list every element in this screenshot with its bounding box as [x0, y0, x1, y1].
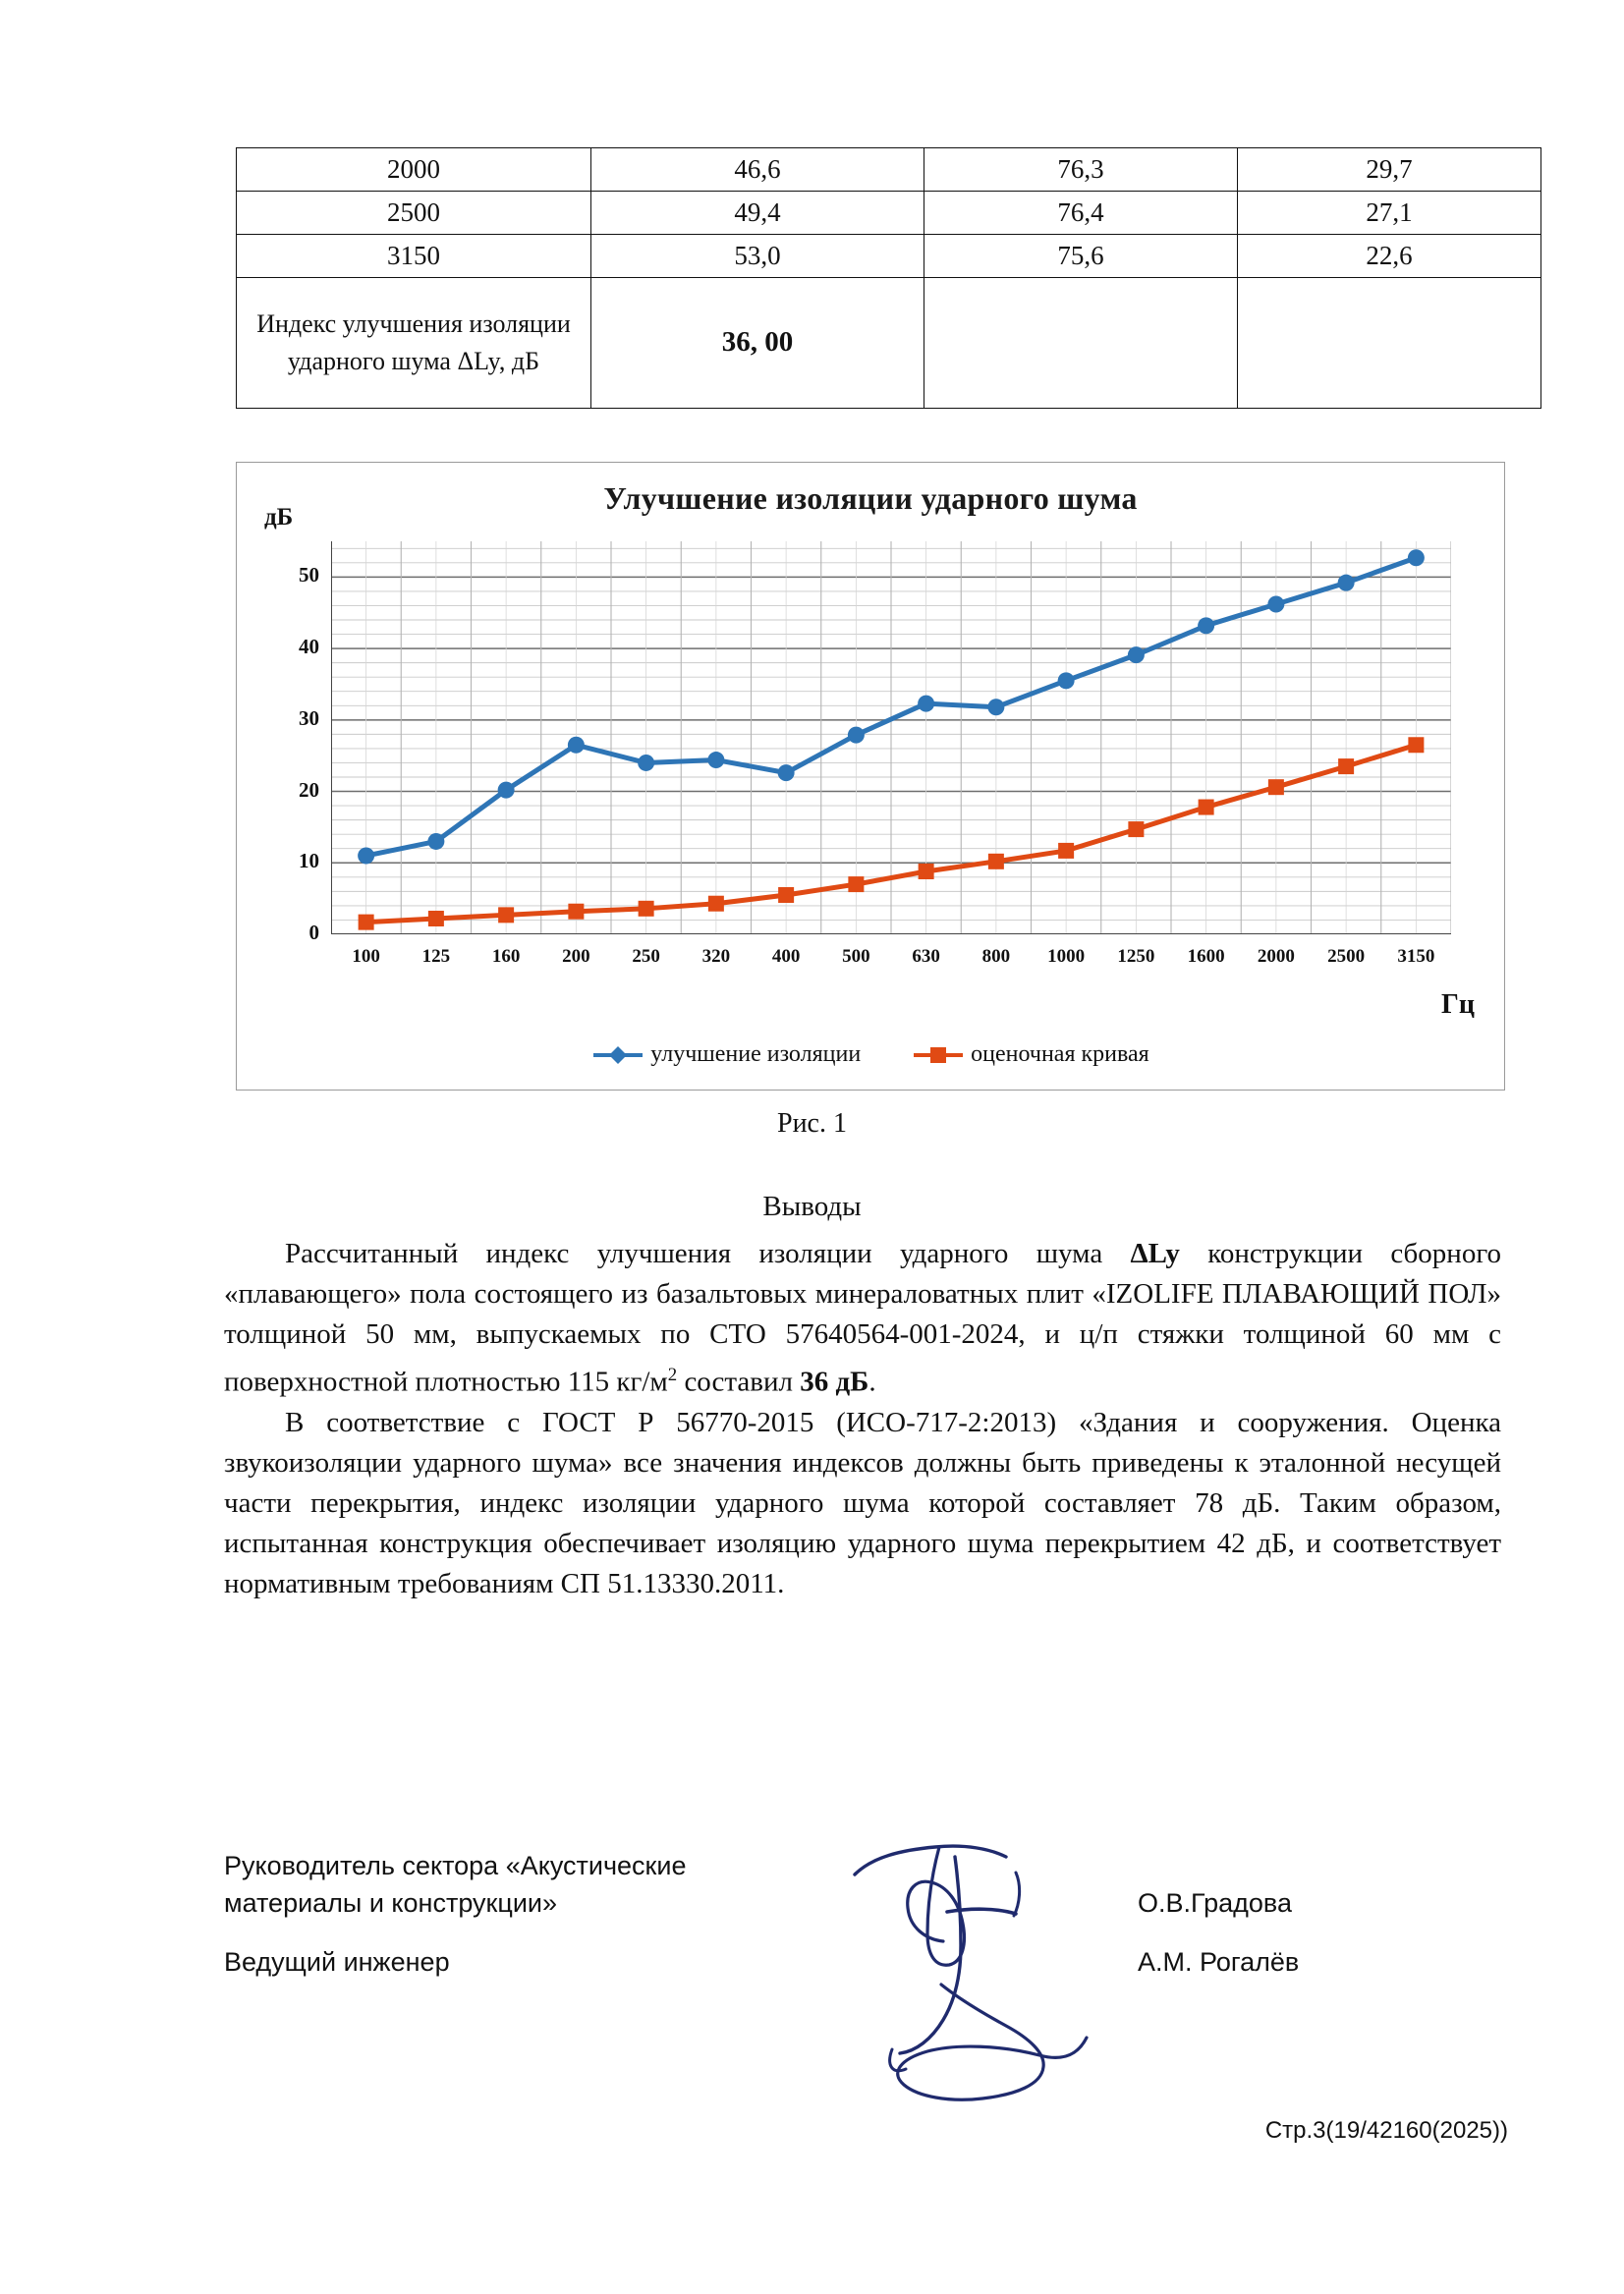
- x-tick-label: 2500: [1327, 946, 1366, 967]
- paragraph-1: [224, 1234, 1501, 1403]
- p1-part-c: составил: [677, 1366, 801, 1398]
- data-point: [919, 864, 934, 879]
- data-point: [568, 904, 584, 920]
- data-point: [848, 727, 865, 744]
- measurement-table: [236, 147, 1541, 409]
- cell-value-1: 46,6: [591, 148, 924, 192]
- p1-delta-symbol: ΔLy: [1130, 1238, 1180, 1269]
- data-point: [707, 752, 724, 768]
- data-point: [1198, 617, 1214, 634]
- data-point: [1338, 575, 1355, 591]
- data-point: [498, 782, 515, 799]
- cell-value-3: 27,1: [1238, 191, 1541, 234]
- cell-frequency: 3150: [237, 234, 591, 277]
- p1-part-d: .: [868, 1366, 876, 1398]
- data-point: [778, 887, 794, 903]
- data-point: [428, 911, 444, 926]
- signature-ink-icon: [833, 1818, 1187, 2112]
- data-point: [987, 699, 1004, 715]
- data-point: [1058, 672, 1075, 689]
- data-point: [1267, 596, 1284, 613]
- data-point: [639, 901, 654, 917]
- table-row: [237, 234, 1541, 277]
- x-tick-label: 2000: [1257, 946, 1295, 967]
- signer-2-role: Ведущий инженер: [224, 1947, 450, 1977]
- data-point: [638, 755, 654, 771]
- index-value: 36, 00: [591, 277, 924, 408]
- data-point: [498, 907, 514, 923]
- data-point: [359, 915, 374, 930]
- signer-2-name: А.М. Рогалёв: [1138, 1947, 1300, 1977]
- cell-value-3: 29,7: [1238, 148, 1541, 192]
- legend-marker-square-icon: [912, 1044, 965, 1066]
- y-tick-label: 10: [299, 849, 319, 873]
- p1-part-a: Рассчитанный индекс улучшения изоляции ударного шума: [285, 1238, 1131, 1269]
- y-tick-label: 30: [299, 705, 319, 730]
- data-point: [848, 876, 864, 892]
- data-point: [988, 854, 1004, 869]
- signer-1-role-line-1: Руководитель сектора «Акустические: [224, 1851, 687, 1880]
- data-point: [1408, 549, 1425, 566]
- x-tick-label: 3150: [1397, 946, 1435, 967]
- page-footer: Стр.3(19/42160(2025)): [1264, 2117, 1508, 2144]
- data-point: [918, 696, 934, 712]
- data-point: [358, 848, 374, 865]
- p1-superscript: 2: [667, 1365, 678, 1385]
- cell-value-2: 75,6: [924, 234, 1238, 277]
- cell-value-2: 76,4: [924, 191, 1238, 234]
- data-point: [1128, 646, 1145, 663]
- signer-1-role: [224, 1847, 853, 1922]
- x-tick-label: 400: [771, 946, 801, 967]
- data-point: [708, 896, 724, 912]
- cell-value-1: 49,4: [591, 191, 924, 234]
- chart-legend: [237, 1041, 1504, 1068]
- legend-item-series-1: [591, 1041, 861, 1068]
- x-tick-label: 1250: [1117, 946, 1155, 967]
- chart-title: Улучшение изоляции ударного шума: [603, 480, 1138, 516]
- legend-label-1: улучшение изоляции: [650, 1041, 862, 1067]
- cell-frequency: 2000: [237, 148, 591, 192]
- data-point: [1058, 843, 1074, 859]
- signature-block: [224, 1847, 1511, 2142]
- chart-x-axis-label: Гц: [1441, 989, 1475, 1020]
- data-point: [427, 833, 444, 850]
- handwritten-signature: [833, 1818, 1187, 2112]
- x-tick-label: 800: [981, 946, 1011, 967]
- chart-svg: [331, 541, 1451, 934]
- table-row: [237, 191, 1541, 234]
- data-point: [1338, 758, 1354, 774]
- y-tick-label: 50: [299, 563, 319, 587]
- index-label: Индекс улучшения изоляции ударного шума ΔLy, дБ: [237, 277, 591, 408]
- table-row: [237, 148, 1541, 192]
- y-tick-label: 40: [299, 635, 319, 659]
- data-point: [1128, 821, 1144, 837]
- data-point: [1199, 800, 1214, 815]
- data-point: [778, 764, 795, 781]
- cell-frequency: 2500: [237, 191, 591, 234]
- x-tick-label: 100: [352, 946, 380, 967]
- figure-caption: Рис. 1: [777, 1108, 847, 1139]
- cell-value-3: 22,6: [1238, 234, 1541, 277]
- x-tick-label: 250: [632, 946, 660, 967]
- paragraph-2: В соответствие с ГОСТ Р 56770-2015 (ИСО-717-2:2013) «Здания и сооружения. Оценка звукоизоляции ударного шума» все значения индексов должны быть приведены к эталонной несущей части перекрытия, индекс изоляции ударного шума которой составляет 78 дБ. Таким образом, испытанная конструкция обеспечивает изоляцию ударного шума перекрытием 42 дБ, и соответствует нормативным требованиям СП 51.13330.2011.: [224, 1406, 1501, 1599]
- x-tick-label: 160: [491, 946, 521, 967]
- chart-plot-area: [331, 541, 1451, 934]
- x-tick-label: 125: [421, 946, 451, 967]
- conclusions-heading: Выводы: [762, 1191, 862, 1222]
- table-body: [237, 148, 1541, 409]
- cell-value-1: 53,0: [591, 234, 924, 277]
- x-tick-label: 630: [912, 946, 940, 967]
- legend-item-series-2: [912, 1041, 1149, 1068]
- legend-label-2: оценочная кривая: [971, 1041, 1149, 1067]
- data-point: [1408, 737, 1424, 753]
- x-tick-label: 200: [562, 946, 590, 967]
- x-tick-label: 1600: [1187, 946, 1225, 967]
- index-blank-1: [924, 277, 1238, 408]
- y-tick-label: 0: [308, 921, 319, 944]
- conclusions-body: [224, 1234, 1501, 1604]
- signer-1-name: О.В.Градова: [1138, 1888, 1292, 1918]
- legend-marker-diamond-icon: [591, 1044, 644, 1066]
- cell-value-2: 76,3: [924, 148, 1238, 192]
- data-point: [1268, 779, 1284, 795]
- data-point: [568, 737, 585, 754]
- y-tick-label: 20: [299, 777, 319, 802]
- chart-y-axis-label: дБ: [264, 504, 294, 531]
- measurement-table-wrapper: [236, 147, 1505, 409]
- p1-part-b: конструкции сборного «плавающего» пола состоящего из базальтовых минераловатных плит «IZOLIFE ПЛАВАЮЩИЙ ПОЛ» толщиной 50 мм, выпускаемых по СТО 57640564-001-2024, и ц/п стяжки толщиной 60 мм с поверхностной плотностью 115 кг/м: [224, 1238, 1501, 1398]
- p1-result-value: 36 дБ: [800, 1366, 869, 1398]
- x-tick-label: 1000: [1047, 946, 1086, 967]
- index-blank-2: [1238, 277, 1541, 408]
- table-row-index: [237, 277, 1541, 408]
- x-tick-label: 500: [842, 946, 870, 967]
- x-tick-label: 320: [701, 946, 731, 967]
- signer-1-role-line-2: материалы и конструкции»: [224, 1888, 558, 1918]
- chart-container: [236, 462, 1505, 1091]
